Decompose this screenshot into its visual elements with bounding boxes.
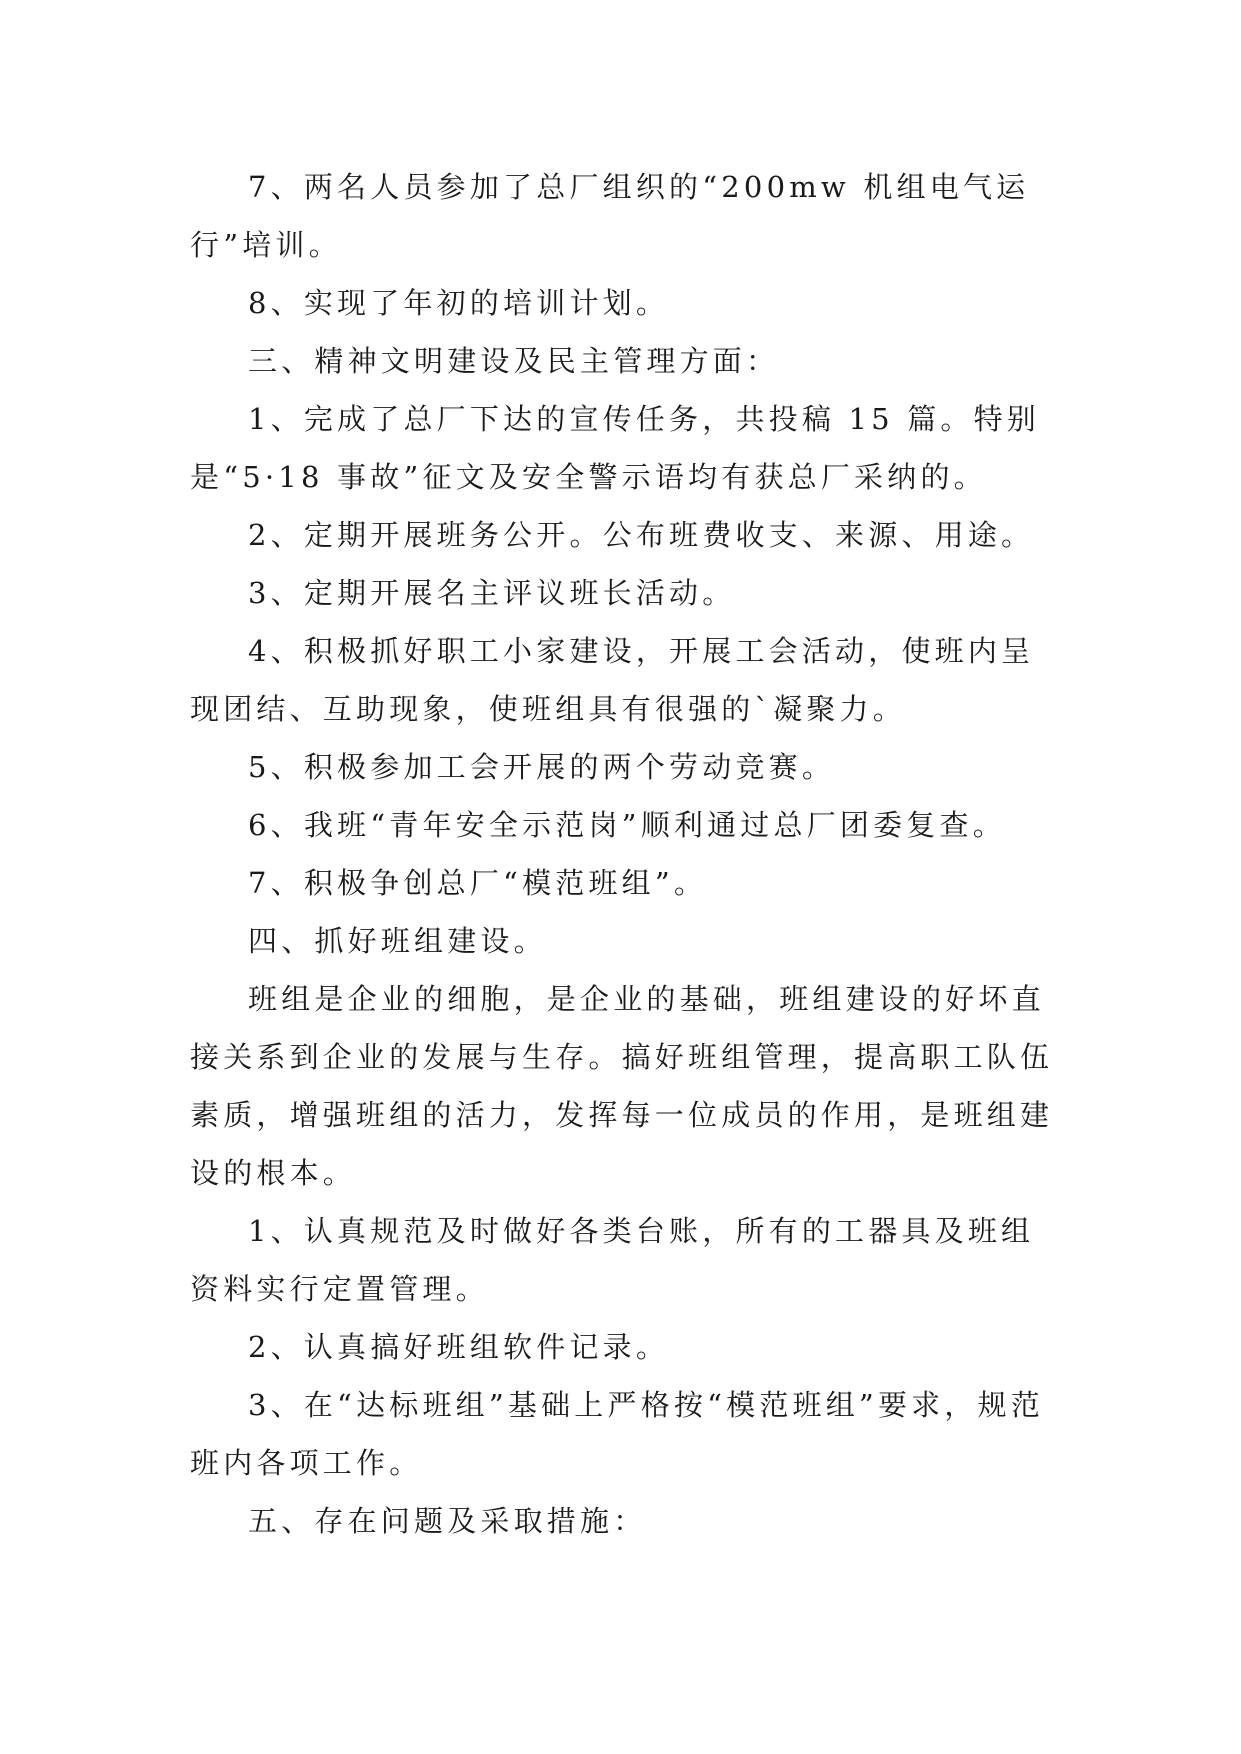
paragraph: 4、积极抓好职工小家建设，开展工会活动，使班内呈现团结、互助现象，使班组具有很强的`凝聚力。	[190, 634, 1035, 726]
paragraph: 班组是企业的细胞，是企业的基础，班组建设的好坏直接关系到企业的发展与生存。搞好班组管理，提高职工队伍素质，增强班组的活力，发挥每一位成员的作用，是班组建设的根本。	[190, 982, 1054, 1190]
paragraph: 3、在“达标班组”基础上严格按“模范班组”要求，规范班内各项工作。	[190, 1388, 1044, 1480]
paragraph: 1、完成了总厂下达的宣传任务，共投稿 15 篇。特别是“5·18 事故”征文及安全警示语均有获总厂采纳的。	[190, 402, 1040, 494]
section-heading: 三、精神文明建设及民主管理方面：	[248, 344, 780, 378]
section-heading: 五、存在问题及采取措施：	[248, 1504, 647, 1538]
paragraph: 7、积极争创总厂“模范班组”。	[248, 866, 708, 900]
paragraph: 3、定期开展名主评议班长活动。	[248, 576, 736, 610]
paragraph: 5、积极参加工会开展的两个劳动竞赛。	[248, 750, 836, 784]
paragraph: 1、认真规范及时做好各类台账，所有的工器具及班组资料实行定置管理。	[190, 1214, 1035, 1306]
paragraph: 6、我班“青年安全示范岗”顺利通过总厂团委复查。	[248, 808, 1006, 842]
paragraph: 2、定期开展班务公开。公布班费收支、来源、用途。	[248, 518, 1035, 552]
document-body	[190, 158, 1062, 1550]
paragraph: 8、实现了年初的培训计划。	[248, 286, 670, 320]
paragraph: 2、认真搞好班组软件记录。	[248, 1330, 670, 1364]
section-heading: 四、抓好班组建设。	[248, 924, 547, 958]
paragraph: 7、两名人员参加了总厂组织的“200mw 机组电气运行”培训。	[190, 170, 1030, 262]
